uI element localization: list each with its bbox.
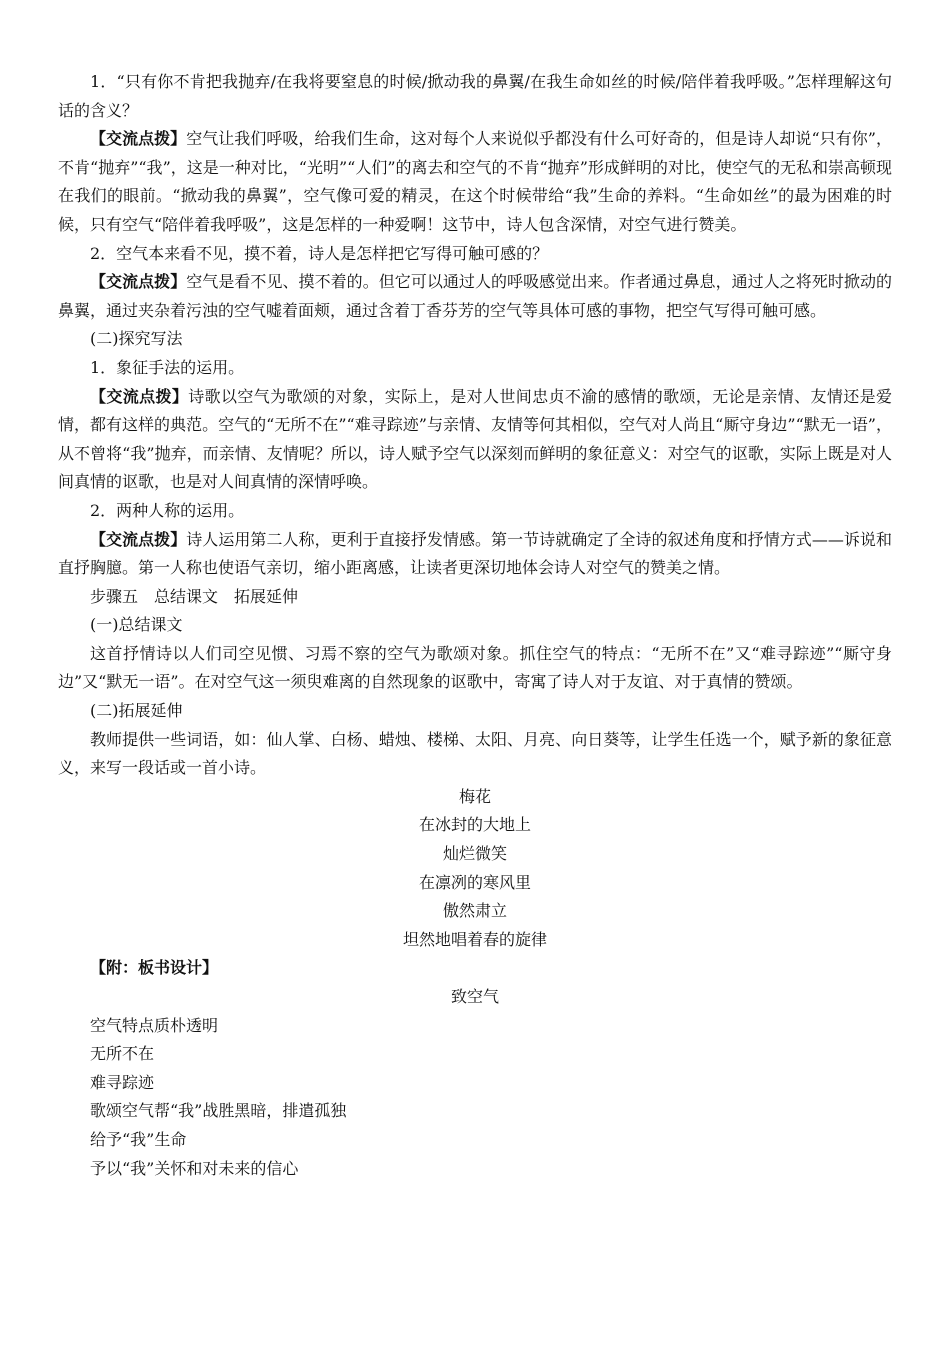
board-design-label: 【附：板书设计】 (90, 958, 219, 978)
poem-line: 傲然肃立 (442, 901, 507, 921)
poem-line: 梅花 (458, 786, 491, 806)
document-page (58, 68, 892, 1183)
answer-1 (58, 125, 892, 239)
answer-tag: 【交流点拨】 (90, 386, 189, 406)
board-design (58, 1012, 892, 1184)
section-heading-writing: (二)探究写法 (90, 329, 183, 349)
board-line: 空气特点质朴透明 (90, 1015, 219, 1035)
writing-answer-2 (58, 526, 892, 583)
writing-point-1: 1．象征手法的运用。 (90, 357, 245, 377)
answer-tag: 【交流点拨】 (90, 129, 187, 149)
poem-line: 坦然地唱着春的旋律 (402, 929, 547, 949)
writing-answer-1 (58, 383, 892, 497)
summary-heading: (一)总结课文 (90, 615, 183, 635)
sample-poem (58, 783, 892, 955)
extension-text: 教师提供一些词语，如：仙人掌、白杨、蜡烛、楼梯、太阳、月亮、向日葵等，让学生任选一个，赋予新的象征意义，来写一段话或一首小诗。 (58, 729, 892, 778)
answer-tag: 【交流点拨】 (90, 529, 187, 549)
poem-line: 在凛冽的寒风里 (418, 872, 531, 892)
poem-line: 在冰封的大地上 (418, 815, 531, 835)
writing-point-2: 2．两种人称的运用。 (90, 500, 245, 520)
summary-text: 这首抒情诗以人们司空见惯、习焉不察的空气为歌颂对象。抓住空气的特点：“无所不在”又“难寻踪迹”“厮守身边”又“默无一语”。在对空气这一须臾难离的自然现象的讴歌中，寄寓了诗人对于友谊、对于真情的赞颂。 (58, 643, 892, 692)
board-title: 致空气 (450, 987, 499, 1006)
board-line: 予以“我”关怀和对未来的信心 (90, 1158, 299, 1178)
answer-text: 空气让我们呼吸，给我们生命，这对每个人来说似乎都没有什么可好奇的，但是诗人却说“只有你”，不肯“抛弃”“我”，这是一种对比，“光明”“人们”的离去和空气的不肯“抛弃”形成鲜明的对比，使空气的无私和崇高顿现在我们的眼前。“掀动我的鼻翼”，空气像可爱的精灵，在这个时候带给“我”生命的养料。“生命如丝”的最为困难的时候，只有空气“陪伴着我呼吸”，这是怎样的一种爱啊！这节中，诗人包含深情，对空气进行赞美。 (58, 129, 892, 234)
answer-text: 诗歌以空气为歌颂的对象，实际上，是对人世间忠贞不渝的感情的歌颂，无论是亲情、友情还是爱情，都有这样的典范。空气的“无所不在”“难寻踪迹”与亲情、友情等何其相似，空气对人尚且“厮守身边”“默无一语”，从不曾将“我”抛弃，而亲情、友情呢？所以，诗人赋予空气以深刻而鲜明的象征意义：对空气的讴歌，实际上既是对人间真情的讴歌，也是对人间真情的深情呼唤。 (58, 386, 892, 492)
board-line: 难寻踪迹 (90, 1072, 155, 1092)
poem-line: 灿烂微笑 (442, 844, 507, 864)
question-1: 1．“只有你不肯把我抛弃/在我将要窒息的时候/掀动我的鼻翼/在我生命如丝的时候/陪伴着我呼吸。”怎样理解这句话的含义？ (58, 72, 892, 120)
extension-heading: (二)拓展延伸 (90, 701, 183, 721)
board-line: 给予“我”生命 (90, 1129, 187, 1149)
answer-tag: 【交流点拨】 (90, 272, 187, 292)
board-line: 歌颂空气帮“我”战胜黑暗，排遣孤独 (90, 1101, 347, 1121)
step-five-heading: 步骤五 总结课文 拓展延伸 (90, 586, 299, 606)
question-2: 2．空气本来看不见，摸不着，诗人是怎样把它写得可触可感的？ (90, 243, 549, 263)
answer-2 (58, 268, 892, 325)
answer-text: 诗人运用第二人称，更利于直接抒发情感。第一节诗就确定了全诗的叙述角度和抒情方式——诉说和直抒胸臆。第一人称也使语气亲切，缩小距离感，让读者更深切地体会诗人对空气的赞美之情。 (58, 529, 892, 578)
board-line: 无所不在 (90, 1044, 155, 1064)
answer-text: 空气是看不见、摸不着的。但它可以通过人的呼吸感觉出来。作者通过鼻息，通过人之将死时掀动的鼻翼，通过夹杂着污浊的空气嘘着面颊，通过含着丁香芬芳的空气等具体可感的事物，把空气写得可触可感。 (58, 272, 892, 320)
